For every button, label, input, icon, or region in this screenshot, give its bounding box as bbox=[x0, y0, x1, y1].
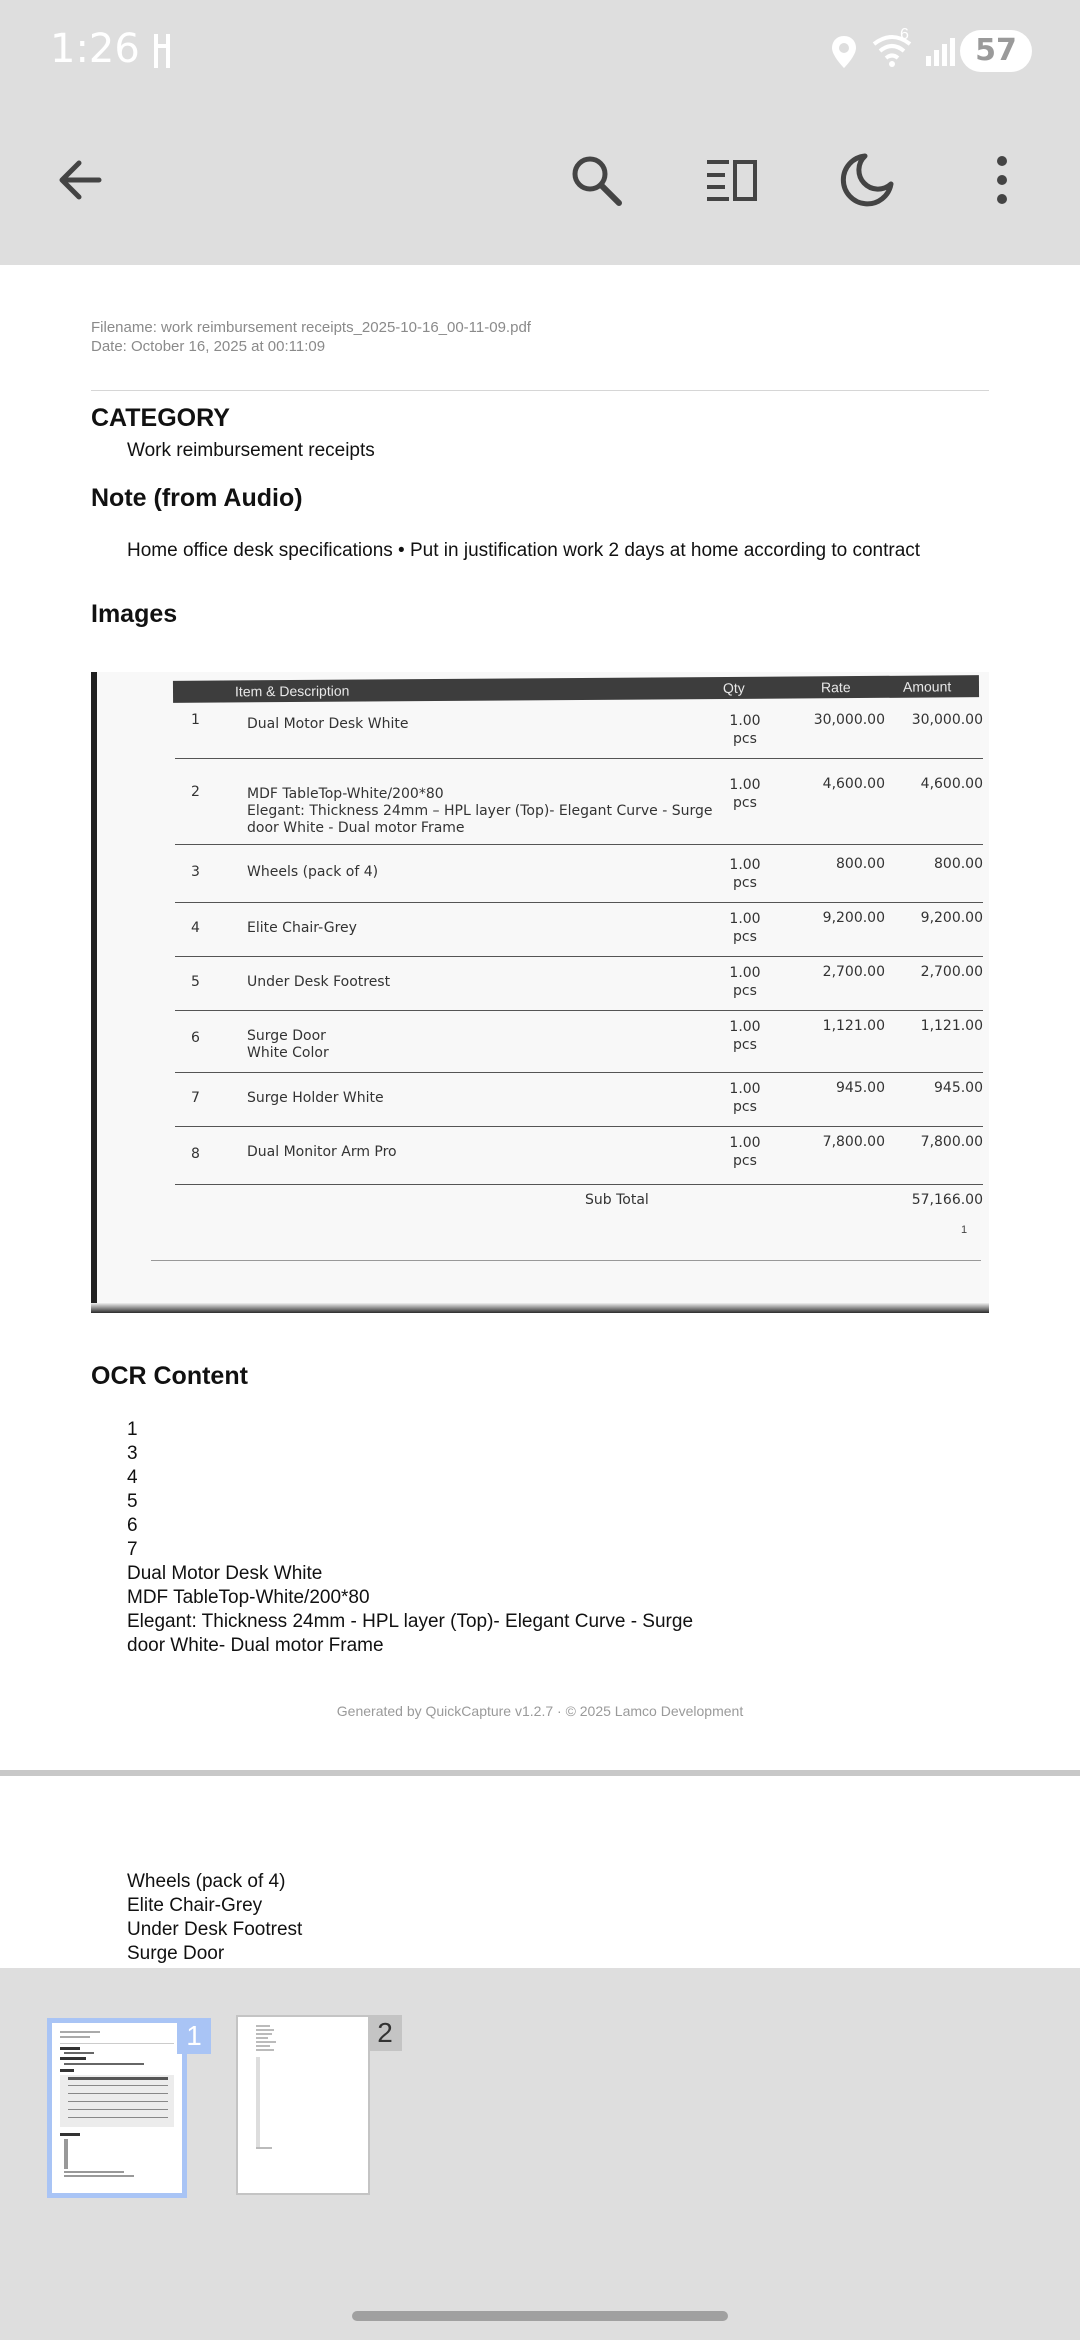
location-icon bbox=[830, 34, 858, 70]
wifi-label: 6 bbox=[900, 26, 909, 43]
receipt-header-amount: Amount bbox=[902, 678, 952, 695]
date-text: Date: October 16, 2025 at 00:11:09 bbox=[91, 338, 326, 355]
back-arrow-icon bbox=[55, 155, 105, 205]
reading-mode-icon bbox=[705, 158, 759, 202]
document-footer: Generated by QuickCapture v1.2.7 · © 2025 Lamco Development bbox=[336, 1703, 744, 1719]
reading-mode-button[interactable] bbox=[692, 140, 772, 220]
images-heading: Images bbox=[91, 600, 178, 628]
notification-icon bbox=[152, 32, 172, 70]
page-thumbnail-2[interactable] bbox=[236, 2015, 370, 2195]
note-heading: Note (from Audio) bbox=[91, 484, 303, 512]
page-preview bbox=[238, 2017, 368, 2193]
battery-indicator: 57 bbox=[960, 30, 1032, 72]
note-value: Home office desk specifications • Put in justification work 2 days at home according to contract bbox=[127, 540, 921, 561]
ocr-line: 5 bbox=[127, 1491, 138, 1512]
receipt-header-qty: Qty bbox=[722, 679, 745, 696]
ocr-line: 6 bbox=[127, 1515, 138, 1536]
ocr-line: 4 bbox=[127, 1467, 138, 1488]
home-indicator[interactable] bbox=[352, 2311, 728, 2321]
ocr-line: Surge Door bbox=[127, 1943, 225, 1964]
back-button[interactable] bbox=[40, 140, 120, 220]
dark-mode-button[interactable] bbox=[827, 140, 907, 220]
category-heading: CATEGORY bbox=[91, 404, 230, 432]
ocr-line: door White- Dual motor Frame bbox=[127, 1635, 384, 1656]
pdf-page-2[interactable] bbox=[0, 1776, 1080, 1968]
search-button[interactable] bbox=[556, 140, 636, 220]
signal-icon bbox=[924, 36, 956, 66]
ocr-line: Under Desk Footrest bbox=[127, 1919, 303, 1940]
ocr-line: 3 bbox=[127, 1443, 138, 1464]
receipt-header-item: Item & Description bbox=[234, 682, 350, 700]
ocr-heading: OCR Content bbox=[91, 1362, 248, 1390]
status-bar bbox=[0, 0, 1080, 100]
dark-mode-icon bbox=[839, 152, 895, 208]
document-meta bbox=[91, 318, 531, 356]
receipt-image: Item & Description Qty Rate Amount 1 Dual Motor Desk White 1.00 pcs 30,000.00 30,000.00 2 MDF TableTop-White/200*80 Elegant: Thickness 24mm – HPL layer (Top)- Elegant Curve - Surge door White - Dual motor Frame 1.00 pcs 4,600.00 4,600.00 3 Wheels (pack of 4) 1.00 pcs 800.00 800.00 4 Elite Chair-Grey 1.00 pcs 9,200.00 9,200.00 5 Under Desk Footrest 1.00 pcs 2,700.00 2,700.00 6 Surge Door White Color 1.00 pcs 1,121.00 1,121.00 7 Surge Holder White 1.00 pcs 945.00 945.00 8 Dual Monitor Arm Pro 1.00 pcs 7,800.00 7,800.00 Sub Total 57,166.00 1 bbox=[91, 672, 989, 1313]
status-time: 1:26 bbox=[50, 26, 140, 72]
page-thumbnail-strip bbox=[0, 1968, 1080, 2340]
more-options-button[interactable] bbox=[962, 140, 1042, 220]
search-icon bbox=[569, 153, 623, 207]
receipt-header bbox=[173, 675, 979, 703]
ocr-content bbox=[127, 1418, 693, 1658]
receipt-page-mark: 1 bbox=[961, 1224, 968, 1236]
filename-text: Filename: work reimbursement receipts_2025-10-16_00-11-09.pdf bbox=[91, 319, 531, 336]
header-divider bbox=[91, 390, 989, 391]
top-toolbar bbox=[0, 100, 1080, 265]
ocr-line: Dual Motor Desk White bbox=[127, 1563, 323, 1584]
ocr-line: 7 bbox=[127, 1539, 138, 1560]
ocr-line: Wheels (pack of 4) bbox=[127, 1871, 286, 1892]
ocr-line: MDF TableTop-White/200*80 bbox=[127, 1587, 370, 1608]
page-thumbnail-1[interactable] bbox=[47, 2018, 187, 2198]
more-vert-icon bbox=[992, 155, 1012, 205]
ocr-line: 1 bbox=[127, 1419, 138, 1440]
ocr-line: Elegant: Thickness 24mm - HPL layer (Top)- Elegant Curve - Surge bbox=[127, 1611, 694, 1632]
page-number-badge: 1 bbox=[177, 2018, 211, 2054]
ocr-line: Elite Chair-Grey bbox=[127, 1895, 263, 1916]
receipt-header-rate: Rate bbox=[820, 679, 851, 696]
page-preview bbox=[52, 2023, 182, 2193]
category-value: Work reimbursement receipts bbox=[127, 440, 375, 461]
page-number-badge: 2 bbox=[368, 2015, 402, 2051]
